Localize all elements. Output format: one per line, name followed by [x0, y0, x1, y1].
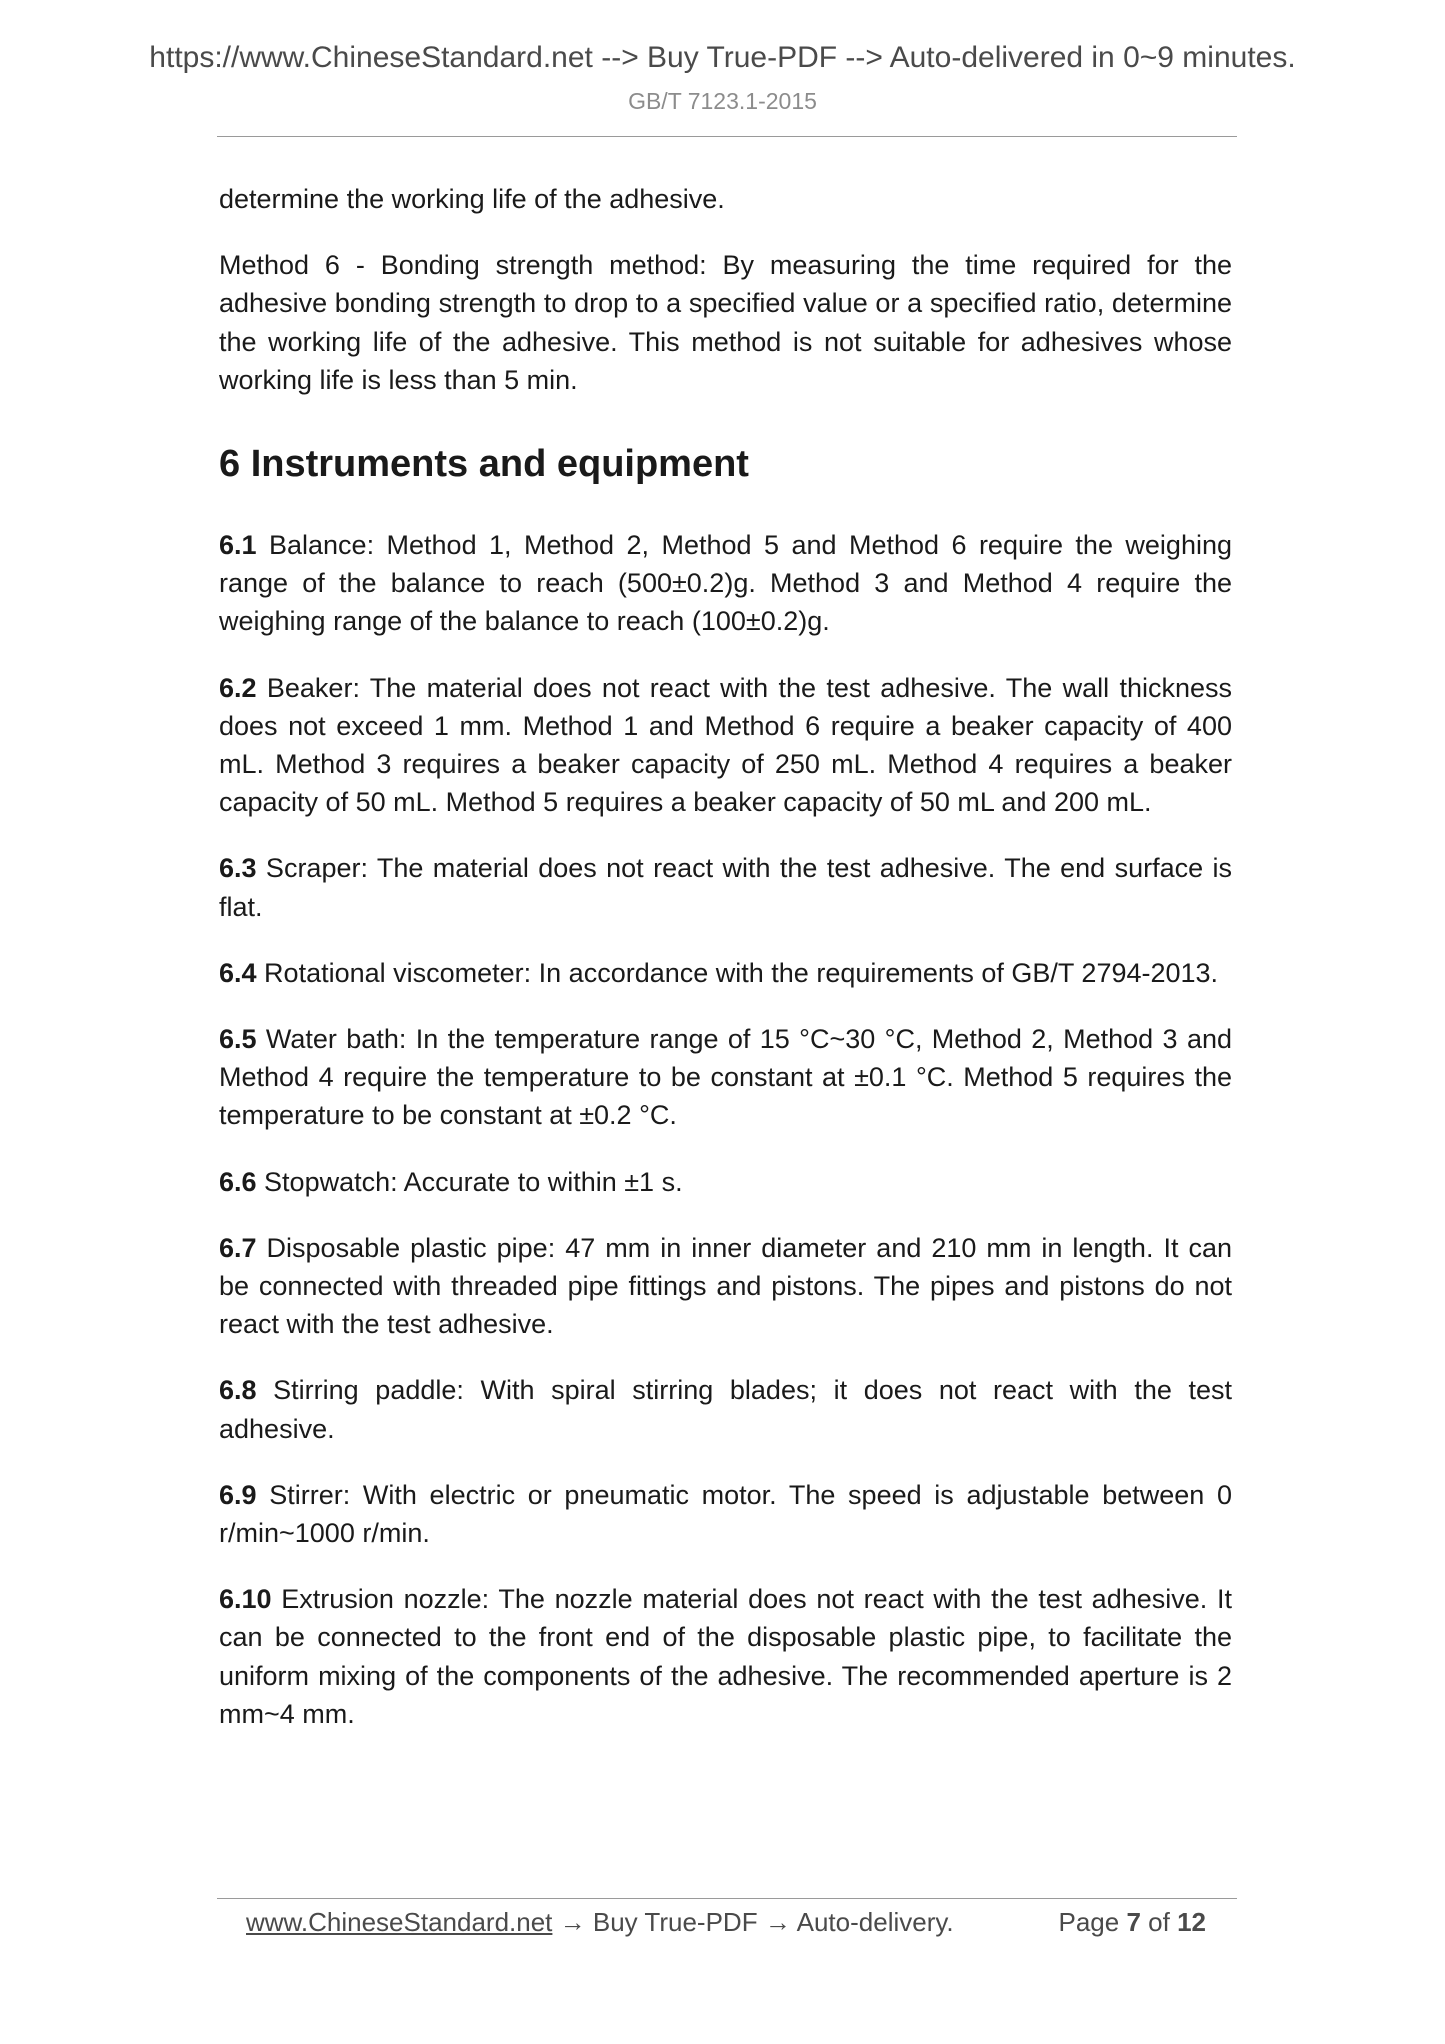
clause-6-3 — [219, 849, 1232, 925]
clause-number: 6.2 — [219, 672, 257, 703]
clause-6-4 — [219, 954, 1232, 992]
clause-number: 6.7 — [219, 1232, 257, 1263]
clause-6-7 — [219, 1229, 1232, 1344]
clause-text: Disposable plastic pipe: 47 mm in inner diameter and 210 mm in length. It can be connected with threaded pipe fittings and pistons. The pipes and pistons do not react with the test adhesive. — [219, 1232, 1232, 1340]
clause-text: Stirring paddle: With spiral stirring blades; it does not react with the test adhesive. — [219, 1375, 1232, 1444]
page-total: 12 — [1177, 1907, 1206, 1937]
clause-text: Balance: Method 1, Method 2, Method 5 and Method 6 require the weighing range of the balance to reach (500±0.2)g. Method 3 and Method 4 require the weighing range of the balance to reach (100±0.2)g. — [219, 530, 1232, 637]
footer-promo — [246, 1900, 954, 1944]
clause-number: 6.5 — [219, 1024, 257, 1055]
clause-text: Water bath: In the temperature range of 15 °C~30 °C, Method 2, Method 3 and Method 4 require the temperature to be constant at ±0.1 °C. Method 5 requires the temperature to be constant at ±0.2 °C. — [219, 1024, 1232, 1131]
method-6-paragraph: Method 6 - Bonding strength method: By measuring the time required for the adhesive bonding strength to drop to a specified value or a specified ratio, determine the working life of the adhesive. This method is not suitable for adhesives whose working life is less than 5 min. — [219, 250, 1232, 395]
page-of-label: of — [1148, 1907, 1170, 1937]
footer-divider — [217, 1898, 1237, 1899]
clause-number: 6.1 — [219, 530, 257, 561]
header-divider — [217, 136, 1237, 137]
clause-text: Beaker: The material does not react with the test adhesive. The wall thickness does not exceed 1 mm. Method 1 and Method 6 require a beaker capacity of 400 mL. Method 3 requires a beaker capacity of 250 mL. Method 4 requires a beaker capacity of 50 mL. Method 5 requires a beaker capacity of 50 mL and 200 mL. — [219, 672, 1232, 818]
site-link[interactable]: www.ChineseStandard.net — [246, 1907, 553, 1937]
clause-text: Extrusion nozzle: The nozzle material does not react with the test adhesive. It can be connected to the front end of the disposable plastic pipe, to facilitate the uniform mixing of the components of the adhesive. The recommended aperture is 2 mm~4 mm. — [219, 1584, 1232, 1729]
delivery-text: Auto-delivery. — [796, 1907, 954, 1937]
document-code: GB/T 7123.1-2015 — [628, 88, 817, 114]
page-indicator — [1058, 1900, 1206, 1944]
clause-number: 6.10 — [219, 1584, 272, 1615]
clause-6-2 — [219, 669, 1232, 822]
clause-number: 6.8 — [219, 1375, 257, 1406]
clause-text: Stirrer: With electric or pneumatic motor. The speed is adjustable between 0 r/min~1000 r/min. — [219, 1479, 1232, 1549]
clause-number: 6.9 — [219, 1479, 257, 1510]
header-banner: https://www.ChineseStandard.net --> Buy True-PDF --> Auto-delivered in 0~9 minutes. — [149, 41, 1296, 74]
page-label: Page — [1058, 1907, 1120, 1937]
clause-6-10 — [219, 1580, 1232, 1733]
clause-6-1 — [219, 526, 1232, 641]
clause-text: Scraper: The material does not react with the test adhesive. The end surface is flat. — [219, 853, 1232, 922]
arrow-right-icon: → — [559, 1907, 586, 1937]
clause-6-9 — [219, 1476, 1232, 1552]
section-heading: 6 Instruments and equipment — [219, 443, 749, 486]
clause-6-8 — [219, 1371, 1232, 1447]
clause-number: 6.4 — [219, 957, 257, 988]
arrow-right-icon: → — [764, 1907, 791, 1937]
clause-6-6 — [219, 1163, 1232, 1201]
page-footer — [246, 1900, 1206, 1944]
clause-6-5 — [219, 1020, 1232, 1135]
clause-text: Rotational viscometer: In accordance with the requirements of GB/T 2794-2013. — [256, 957, 1219, 988]
clause-text: Stopwatch: Accurate to within ±1 s. — [256, 1166, 683, 1197]
clause-number: 6.6 — [219, 1166, 257, 1197]
buy-text: Buy True-PDF — [592, 1907, 758, 1937]
clause-number: 6.3 — [219, 853, 257, 884]
intro-paragraph: determine the working life of the adhesive. — [219, 184, 725, 214]
page-content — [219, 180, 1232, 1761]
page-current: 7 — [1126, 1907, 1141, 1937]
